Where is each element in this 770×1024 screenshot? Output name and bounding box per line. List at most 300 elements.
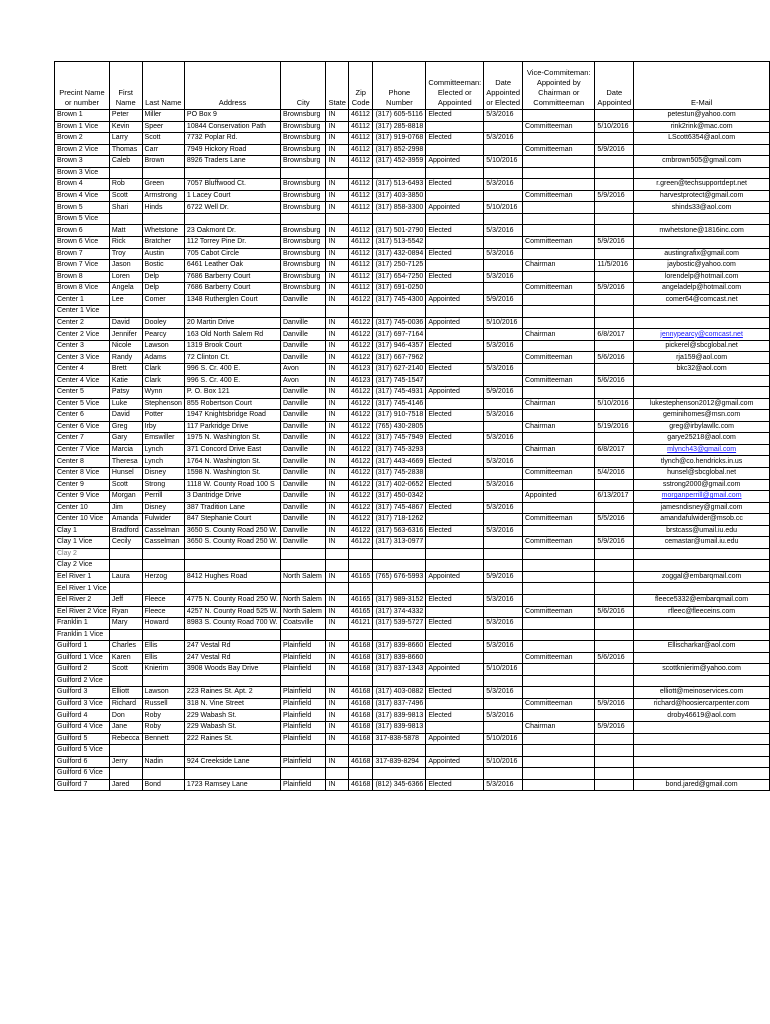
vice-appointed-by-cell: Chairman: [523, 444, 595, 456]
vice-appointed-by-cell: [523, 387, 595, 399]
zip-cell: [348, 560, 372, 572]
email-cell: [634, 167, 770, 179]
first-name-cell: Patsy: [109, 387, 142, 399]
vice-appointed-by-cell: Chairman: [523, 398, 595, 410]
date-elected-cell: [484, 583, 523, 595]
first-name-cell: Ryan: [109, 606, 142, 618]
first-name-cell: Greg: [109, 421, 142, 433]
address-cell: 247 Vestal Rd: [184, 641, 280, 653]
first-name-cell: Gary: [109, 433, 142, 445]
address-cell: 996 S. Cr. 400 E.: [184, 364, 280, 376]
email-cell: [634, 375, 770, 387]
email-link[interactable]: jennypearcy@comcast.net: [660, 330, 743, 338]
address-cell: 247 Vestal Rd: [184, 652, 280, 664]
email-cell: [634, 444, 770, 456]
vice-appointed-by-cell: [523, 525, 595, 537]
committeeman-type-cell: [426, 283, 484, 295]
date-elected-cell: [484, 491, 523, 503]
last-name-cell: Wynn: [142, 387, 184, 399]
table-row: [55, 260, 770, 272]
date-appointed-cell: [595, 248, 634, 260]
phone-cell: [373, 629, 426, 641]
table-row: [55, 179, 770, 191]
last-name-cell: Whetstone: [142, 225, 184, 237]
committeeman-type-cell: Elected: [426, 594, 484, 606]
zip-cell: 46168: [348, 664, 372, 676]
committeeman-type-cell: [426, 444, 484, 456]
committeeman-type-cell: [426, 698, 484, 710]
first-name-cell: Don: [109, 710, 142, 722]
first-name-cell: Morgan: [109, 491, 142, 503]
last-name-cell: Ellis: [142, 641, 184, 653]
email-cell: bond.jared@gmail.com: [634, 779, 770, 791]
precinct-cell: Center 9 Vice: [55, 491, 110, 503]
table-row: [55, 202, 770, 214]
address-cell: 996 S. Cr. 400 E.: [184, 375, 280, 387]
state-cell: IN: [326, 237, 349, 249]
city-cell: [280, 629, 325, 641]
table-row: [55, 225, 770, 237]
vice-appointed-by-cell: [523, 594, 595, 606]
phone-cell: (317) 839-8660: [373, 652, 426, 664]
city-cell: Danville: [280, 398, 325, 410]
zip-cell: [348, 675, 372, 687]
vice-appointed-by-cell: [523, 133, 595, 145]
email-cell: rfleec@fleeceins.com: [634, 606, 770, 618]
date-elected-cell: [484, 260, 523, 272]
header-address: Address: [184, 62, 280, 110]
table-row: [55, 410, 770, 422]
table-row: [55, 779, 770, 791]
table-row: [55, 364, 770, 376]
date-elected-cell: 5/10/2016: [484, 756, 523, 768]
zip-cell: 46112: [348, 271, 372, 283]
state-cell: IN: [326, 444, 349, 456]
address-cell: 222 Raines St.: [184, 733, 280, 745]
phone-cell: (317) 839-9813: [373, 721, 426, 733]
state-cell: IN: [326, 398, 349, 410]
date-appointed-cell: [595, 179, 634, 191]
city-cell: Danville: [280, 502, 325, 514]
date-elected-cell: 5/3/2016: [484, 525, 523, 537]
address-cell: 8926 Traders Lane: [184, 156, 280, 168]
phone-cell: (317) 989-3152: [373, 594, 426, 606]
email-cell: greg@irbylawllc.com: [634, 421, 770, 433]
first-name-cell: David: [109, 410, 142, 422]
city-cell: Danville: [280, 514, 325, 526]
city-cell: Brownsburg: [280, 271, 325, 283]
vice-appointed-by-cell: [523, 306, 595, 318]
state-cell: IN: [326, 340, 349, 352]
committeeman-type-cell: [426, 375, 484, 387]
date-elected-cell: 5/3/2016: [484, 110, 523, 122]
first-name-cell: [109, 629, 142, 641]
city-cell: Danville: [280, 340, 325, 352]
email-cell: [634, 583, 770, 595]
table-row: [55, 698, 770, 710]
address-cell: [184, 213, 280, 225]
email-link[interactable]: mlynch43@gmail.com: [667, 445, 737, 453]
date-elected-cell: 5/3/2016: [484, 641, 523, 653]
city-cell: Brownsburg: [280, 133, 325, 145]
date-appointed-cell: [595, 225, 634, 237]
committeeman-type-cell: Elected: [426, 433, 484, 445]
phone-cell: (317) 697-7164: [373, 329, 426, 341]
first-name-cell: Mary: [109, 618, 142, 630]
last-name-cell: Bratcher: [142, 237, 184, 249]
zip-cell: 46123: [348, 375, 372, 387]
table-row: [55, 213, 770, 225]
last-name-cell: Stephenson: [142, 398, 184, 410]
email-cell: petestun@yahoo.com: [634, 110, 770, 122]
last-name-cell: Disney: [142, 502, 184, 514]
first-name-cell: Jerry: [109, 756, 142, 768]
header-row: [55, 62, 770, 110]
address-cell: 1975 N. Washington St.: [184, 433, 280, 445]
vice-appointed-by-cell: Committeeman: [523, 352, 595, 364]
date-elected-cell: 5/3/2016: [484, 271, 523, 283]
committeeman-type-cell: Elected: [426, 340, 484, 352]
city-cell: Danville: [280, 294, 325, 306]
date-elected-cell: [484, 352, 523, 364]
email-cell: lukestephenson2012@gmail.com: [634, 398, 770, 410]
city-cell: Plainfield: [280, 698, 325, 710]
vice-appointed-by-cell: [523, 618, 595, 630]
email-cell: Ellischarkar@aol.com: [634, 641, 770, 653]
address-cell: 7949 Hickory Road: [184, 144, 280, 156]
header-zip: Zip Code: [348, 62, 372, 110]
phone-cell: (317) 654-7250: [373, 271, 426, 283]
date-appointed-cell: [595, 167, 634, 179]
date-elected-cell: [484, 306, 523, 318]
email-cell: amandafulwider@msob.cc: [634, 514, 770, 526]
committeeman-type-cell: [426, 606, 484, 618]
last-name-cell: Clark: [142, 375, 184, 387]
phone-cell: (317) 402-0652: [373, 479, 426, 491]
committeeman-type-cell: Appointed: [426, 294, 484, 306]
committeeman-type-cell: Elected: [426, 133, 484, 145]
vice-appointed-by-cell: Committeeman: [523, 514, 595, 526]
vice-appointed-by-cell: [523, 271, 595, 283]
date-appointed-cell: 5/10/2016: [595, 398, 634, 410]
phone-cell: (317) 745-0036: [373, 317, 426, 329]
first-name-cell: Laura: [109, 571, 142, 583]
phone-cell: (317) 839-9813: [373, 710, 426, 722]
precinct-cell: Guilford 4 Vice: [55, 721, 110, 733]
date-elected-cell: [484, 721, 523, 733]
date-elected-cell: [484, 537, 523, 549]
address-cell: 1 Lacey Court: [184, 190, 280, 202]
state-cell: IN: [326, 410, 349, 422]
date-appointed-cell: [595, 664, 634, 676]
vice-appointed-by-cell: [523, 433, 595, 445]
email-cell: comer64@comcast.net: [634, 294, 770, 306]
zip-cell: 46122: [348, 514, 372, 526]
committeeman-type-cell: Elected: [426, 456, 484, 468]
state-cell: IN: [326, 479, 349, 491]
state-cell: IN: [326, 202, 349, 214]
email-cell: lorendelp@hotmail.com: [634, 271, 770, 283]
zip-cell: 46122: [348, 317, 372, 329]
city-cell: Avon: [280, 375, 325, 387]
zip-cell: 46168: [348, 710, 372, 722]
date-elected-cell: [484, 421, 523, 433]
city-cell: Danville: [280, 317, 325, 329]
precinct-cell: Guilford 3: [55, 687, 110, 699]
precinct-cell: Center 3: [55, 340, 110, 352]
state-cell: [326, 768, 349, 780]
state-cell: IN: [326, 421, 349, 433]
email-cell: fleece5332@embarqmail.com: [634, 594, 770, 606]
precinct-cell: Brown 7: [55, 248, 110, 260]
zip-cell: 46123: [348, 364, 372, 376]
zip-cell: 46112: [348, 179, 372, 191]
zip-cell: 46122: [348, 340, 372, 352]
phone-cell: (317) 432-0894: [373, 248, 426, 260]
last-name-cell: Roby: [142, 710, 184, 722]
phone-cell: (765) 430-2805: [373, 421, 426, 433]
address-cell: 318 N. Vine Street: [184, 698, 280, 710]
city-cell: Plainfield: [280, 710, 325, 722]
date-elected-cell: 5/9/2016: [484, 387, 523, 399]
precinct-cell: Eel River 1: [55, 571, 110, 583]
committeeman-type-cell: Elected: [426, 225, 484, 237]
vice-appointed-by-cell: [523, 179, 595, 191]
email-link[interactable]: morganperrill@gmail.com: [661, 492, 742, 500]
precinct-cell: Franklin 1: [55, 618, 110, 630]
city-cell: Danville: [280, 421, 325, 433]
email-cell: [634, 629, 770, 641]
date-appointed-cell: [595, 745, 634, 757]
zip-cell: 46112: [348, 283, 372, 295]
vice-appointed-by-cell: [523, 733, 595, 745]
state-cell: IN: [326, 144, 349, 156]
first-name-cell: Shari: [109, 202, 142, 214]
table-row: [55, 444, 770, 456]
vice-appointed-by-cell: Chairman: [523, 721, 595, 733]
date-appointed-cell: [595, 410, 634, 422]
vice-appointed-by-cell: [523, 110, 595, 122]
precinct-cell: Center 6: [55, 410, 110, 422]
phone-cell: (317) 837-7496: [373, 698, 426, 710]
table-row: [55, 514, 770, 526]
header-vice-appointed-by: Vice-Commiteman: Appointed by Chairman or Committeeman: [523, 62, 595, 110]
vice-appointed-by-cell: [523, 548, 595, 560]
address-cell: 924 Creekside Lane: [184, 756, 280, 768]
last-name-cell: [142, 675, 184, 687]
date-appointed-cell: 5/9/2016: [595, 698, 634, 710]
email-cell: jamesndisney@gmail.com: [634, 502, 770, 514]
city-cell: Danville: [280, 467, 325, 479]
zip-cell: 46112: [348, 248, 372, 260]
phone-cell: (317) 745-4146: [373, 398, 426, 410]
city-cell: [280, 745, 325, 757]
date-appointed-cell: [595, 202, 634, 214]
zip-cell: 46168: [348, 756, 372, 768]
first-name-cell: Randy: [109, 352, 142, 364]
table-row: [55, 248, 770, 260]
date-elected-cell: [484, 698, 523, 710]
email-cell: [634, 618, 770, 630]
date-appointed-cell: [595, 156, 634, 168]
address-cell: [184, 167, 280, 179]
precinct-cell: Guilford 2 Vice: [55, 675, 110, 687]
city-cell: [280, 560, 325, 572]
address-cell: 7686 Barberry Court: [184, 271, 280, 283]
date-elected-cell: [484, 745, 523, 757]
last-name-cell: Irby: [142, 421, 184, 433]
zip-cell: [348, 629, 372, 641]
date-elected-cell: 5/3/2016: [484, 456, 523, 468]
state-cell: IN: [326, 664, 349, 676]
vice-appointed-by-cell: [523, 410, 595, 422]
city-cell: Avon: [280, 364, 325, 376]
email-cell: harvestprotect@gmail.com: [634, 190, 770, 202]
table-row: [55, 387, 770, 399]
table-row: [55, 479, 770, 491]
date-elected-cell: [484, 606, 523, 618]
vice-appointed-by-cell: Committeeman: [523, 698, 595, 710]
committeeman-type-cell: Appointed: [426, 387, 484, 399]
email-cell: [634, 652, 770, 664]
city-cell: Danville: [280, 491, 325, 503]
committeeman-type-cell: [426, 629, 484, 641]
first-name-cell: Rob: [109, 179, 142, 191]
city-cell: Plainfield: [280, 756, 325, 768]
date-appointed-cell: [595, 641, 634, 653]
date-elected-cell: [484, 467, 523, 479]
first-name-cell: Katie: [109, 375, 142, 387]
precinct-cell: Eel River 2: [55, 594, 110, 606]
state-cell: IN: [326, 641, 349, 653]
date-elected-cell: 5/3/2016: [484, 410, 523, 422]
table-row: [55, 710, 770, 722]
email-cell: elliott@meinoservices.com: [634, 687, 770, 699]
vice-appointed-by-cell: [523, 225, 595, 237]
precinct-cell: Brown 5: [55, 202, 110, 214]
state-cell: IN: [326, 456, 349, 468]
city-cell: [280, 768, 325, 780]
precinct-cell: Center 7 Vice: [55, 444, 110, 456]
city-cell: Danville: [280, 329, 325, 341]
date-elected-cell: 5/3/2016: [484, 340, 523, 352]
last-name-cell: Bostic: [142, 260, 184, 272]
last-name-cell: Delp: [142, 283, 184, 295]
city-cell: Brownsburg: [280, 260, 325, 272]
date-elected-cell: [484, 283, 523, 295]
committeeman-type-cell: [426, 652, 484, 664]
date-appointed-cell: [595, 433, 634, 445]
vice-appointed-by-cell: Committeeman: [523, 652, 595, 664]
email-cell: brstcass@umail.iu.edu: [634, 525, 770, 537]
committeeman-type-cell: [426, 745, 484, 757]
state-cell: IN: [326, 121, 349, 133]
city-cell: Plainfield: [280, 652, 325, 664]
phone-cell: [373, 675, 426, 687]
table-row: [55, 237, 770, 249]
header-precinct: Precint Name or number: [55, 62, 110, 110]
date-appointed-cell: [595, 133, 634, 145]
vice-appointed-by-cell: Committeeman: [523, 537, 595, 549]
table-row: [55, 571, 770, 583]
table-row: [55, 398, 770, 410]
address-cell: [184, 560, 280, 572]
email-cell: droby46619@aol.com: [634, 710, 770, 722]
table-row: [55, 548, 770, 560]
state-cell: IN: [326, 491, 349, 503]
precinct-cell: Guilford 1 Vice: [55, 652, 110, 664]
date-appointed-cell: [595, 594, 634, 606]
address-cell: 8983 S. County Road 700 W.: [184, 618, 280, 630]
phone-cell: (317) 858-3300: [373, 202, 426, 214]
zip-cell: 46122: [348, 421, 372, 433]
committeeman-type-cell: [426, 560, 484, 572]
date-elected-cell: [484, 652, 523, 664]
phone-cell: (317) 313-0977: [373, 537, 426, 549]
address-cell: [184, 306, 280, 318]
table-row: [55, 721, 770, 733]
precinct-cell: Clay 1 Vice: [55, 537, 110, 549]
phone-cell: [373, 167, 426, 179]
state-cell: IN: [326, 502, 349, 514]
date-appointed-cell: 5/6/2016: [595, 375, 634, 387]
state-cell: IN: [326, 271, 349, 283]
table-row: [55, 745, 770, 757]
date-elected-cell: 5/10/2016: [484, 733, 523, 745]
committeeman-type-cell: Elected: [426, 502, 484, 514]
state-cell: [326, 629, 349, 641]
email-cell: [634, 317, 770, 329]
phone-cell: (317) 745-4931: [373, 387, 426, 399]
table-row: [55, 340, 770, 352]
header-date-appointed: Date Appointed: [595, 62, 634, 110]
phone-cell: (317) 667-7962: [373, 352, 426, 364]
first-name-cell: [109, 560, 142, 572]
state-cell: IN: [326, 156, 349, 168]
state-cell: [326, 583, 349, 595]
city-cell: [280, 167, 325, 179]
precinct-cell: Center 4: [55, 364, 110, 376]
vice-appointed-by-cell: [523, 779, 595, 791]
first-name-cell: [109, 745, 142, 757]
date-appointed-cell: [595, 560, 634, 572]
last-name-cell: [142, 583, 184, 595]
precinct-cell: Brown 8 Vice: [55, 283, 110, 295]
vice-appointed-by-cell: [523, 641, 595, 653]
vice-appointed-by-cell: [523, 364, 595, 376]
committeeman-type-cell: Appointed: [426, 156, 484, 168]
last-name-cell: [142, 629, 184, 641]
email-cell: jaybostic@yahoo.com: [634, 260, 770, 272]
header-email: E-Mail: [634, 62, 770, 110]
last-name-cell: Pearcy: [142, 329, 184, 341]
city-cell: Brownsburg: [280, 283, 325, 295]
vice-appointed-by-cell: [523, 156, 595, 168]
date-elected-cell: [484, 375, 523, 387]
committeeman-type-cell: Elected: [426, 779, 484, 791]
first-name-cell: Brett: [109, 364, 142, 376]
last-name-cell: Potter: [142, 410, 184, 422]
committeeman-type-cell: [426, 768, 484, 780]
date-appointed-cell: [595, 675, 634, 687]
first-name-cell: Thomas: [109, 144, 142, 156]
phone-cell: (317) 718-1262: [373, 514, 426, 526]
date-elected-cell: [484, 213, 523, 225]
committeeman-type-cell: [426, 237, 484, 249]
date-elected-cell: [484, 190, 523, 202]
email-cell: [634, 491, 770, 503]
state-cell: IN: [326, 571, 349, 583]
